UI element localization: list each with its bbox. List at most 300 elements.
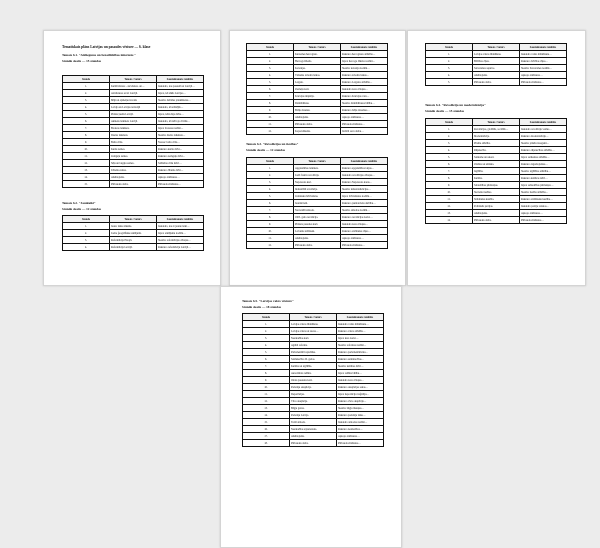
section-hours: Stundu skaits — 15 stundas bbox=[62, 59, 102, 63]
table-row bbox=[247, 165, 388, 172]
lesson-result: Skaidro industrializācijas… bbox=[341, 186, 388, 193]
lesson-topic: Kultūrvēsture - aizvēsture. un… bbox=[110, 83, 157, 90]
lesson-topic: Kultūra. bbox=[473, 175, 520, 182]
lesson-result: Raksturo padomju laiku… bbox=[337, 412, 384, 419]
document-page-3 bbox=[407, 30, 586, 286]
lesson-result: Izprot, kā sākās Latvijas… bbox=[157, 90, 204, 97]
lesson-result: Nosauc baltu ciltis… bbox=[157, 139, 204, 146]
lesson-result: Raksturo strēlnieku cīņas… bbox=[341, 228, 388, 235]
lesson-number: 2. bbox=[426, 58, 473, 65]
lesson-result: Raksturo vācu okupāciju… bbox=[337, 398, 384, 405]
lesson-number: 9. bbox=[247, 107, 294, 114]
col-header-result: Sasniedzamais rezultāts bbox=[157, 216, 204, 223]
lesson-topic: Vidzeme zviedru laikos. bbox=[294, 72, 341, 79]
lesson-topic: Latvijas valsts un tautas… bbox=[290, 328, 337, 335]
lesson-number: 5. bbox=[243, 349, 290, 356]
lesson-result: Raksturo kuršu dzīvi… bbox=[157, 146, 204, 153]
lesson-result: Izskaidro valsts dibināšanu… bbox=[520, 51, 567, 58]
lesson-result: Pārbauda zināšanas… bbox=[341, 121, 388, 128]
table-row bbox=[63, 104, 204, 111]
table-header-row bbox=[426, 119, 567, 126]
lesson-number: 6. bbox=[426, 161, 473, 168]
lesson-topic: Trešā atmoda. bbox=[290, 419, 337, 426]
lesson-topic: Saimniecība 20. gados. bbox=[290, 356, 337, 363]
lesson-result: Skaidro reformas nozīmi… bbox=[337, 342, 384, 349]
table-row bbox=[63, 139, 204, 146]
lesson-result: Izskaidro kara cēloņus… bbox=[337, 377, 384, 384]
lesson-number: 4. bbox=[247, 186, 294, 193]
document-page-2 bbox=[229, 30, 406, 286]
lesson-topic: Baltu ciltis. bbox=[110, 139, 157, 146]
col-header-no: Stunda bbox=[63, 216, 110, 223]
table-row bbox=[243, 391, 384, 398]
lesson-result: Izskaidro valsts dibināšanu… bbox=[337, 321, 384, 328]
table-row bbox=[243, 405, 384, 412]
lesson-result: Pārbauda zināšanas… bbox=[520, 79, 567, 86]
table-row bbox=[426, 140, 567, 147]
table-header-row bbox=[63, 76, 204, 83]
table-row bbox=[247, 242, 388, 249]
lesson-number: 14. bbox=[63, 174, 110, 181]
lesson-number: 17. bbox=[243, 433, 290, 440]
table-row bbox=[247, 121, 388, 128]
lesson-topic: Politiskās partijas. bbox=[473, 203, 520, 210]
table-row bbox=[426, 58, 567, 65]
lesson-number: 15. bbox=[243, 419, 290, 426]
lesson-result: Raksturo brāļu draudzes… bbox=[341, 107, 388, 114]
lesson-number: 1. bbox=[243, 321, 290, 328]
lesson-result: Izprot režīma būtību… bbox=[337, 370, 384, 377]
lesson-result: Izprot atklājumu nozīmi… bbox=[157, 230, 204, 237]
lesson-number: 7. bbox=[247, 93, 294, 100]
col-header-topic: Temats / Saturs bbox=[110, 76, 157, 83]
lesson-number: 12. bbox=[426, 203, 473, 210]
table-row bbox=[426, 154, 567, 161]
document-title: Tematiskais plāns Latvijas un pasaules vēsture — 6. klase bbox=[62, 45, 151, 49]
lesson-topic: Modernizācija. bbox=[473, 133, 520, 140]
table-row bbox=[63, 174, 204, 181]
col-header-topic: Temats / Saturs bbox=[290, 314, 337, 321]
lesson-number: 1. bbox=[247, 165, 294, 172]
table-row bbox=[63, 167, 204, 174]
table-row bbox=[426, 65, 567, 72]
lesson-topic: Otrais pasaules karš. bbox=[290, 377, 337, 384]
lesson-number: 8. bbox=[247, 214, 294, 221]
lesson-topic: Zemnieku brīvlaišana. bbox=[294, 193, 341, 200]
lesson-number: 5. bbox=[247, 79, 294, 86]
lesson-topic: Napoleona kari. bbox=[294, 179, 341, 186]
lesson-result: Izprot sabiedrības pārmaiņas… bbox=[520, 182, 567, 189]
lesson-result: Raksturo Napoleona karus… bbox=[341, 179, 388, 186]
table-row bbox=[243, 370, 384, 377]
table-row bbox=[426, 51, 567, 58]
lesson-number: 9. bbox=[63, 139, 110, 146]
table-row bbox=[247, 214, 388, 221]
table-row bbox=[63, 118, 204, 125]
lesson-topic: Atkārtojums. bbox=[473, 210, 520, 217]
table-row bbox=[426, 79, 567, 86]
lesson-number: 11. bbox=[426, 196, 473, 203]
lesson-topic: Pirmais pasaules karš. bbox=[294, 221, 341, 228]
table-header-row bbox=[247, 44, 388, 51]
lesson-number: 6. bbox=[247, 200, 294, 207]
lesson-result: Skaidro koloniju nozīmi… bbox=[341, 65, 388, 72]
table-row bbox=[426, 175, 567, 182]
table-row bbox=[426, 196, 567, 203]
lesson-result: Raksturo jaunlatviešu darbību… bbox=[341, 200, 388, 207]
lesson-number: 10. bbox=[243, 384, 290, 391]
lesson-result: Pārbauda zināšanas… bbox=[157, 181, 204, 188]
lesson-number: 9. bbox=[426, 182, 473, 189]
table-row bbox=[247, 79, 388, 86]
col-header-result: Sasniedzamais rezultāts bbox=[157, 76, 204, 83]
table-row bbox=[243, 412, 384, 419]
lesson-topic: Latgale. bbox=[294, 79, 341, 86]
lesson-topic: Deportācijas. bbox=[290, 391, 337, 398]
col-header-topic: Temats / Saturs bbox=[110, 216, 157, 223]
table-row bbox=[247, 228, 388, 235]
lesson-number: 12. bbox=[247, 242, 294, 249]
lesson-number: 9. bbox=[243, 377, 290, 384]
table-row bbox=[243, 384, 384, 391]
lesson-topic: Latviešu strēlnieki. bbox=[294, 228, 341, 235]
lesson-number: 11. bbox=[243, 391, 290, 398]
lesson-result: Izprot bronzas nozīmi… bbox=[157, 125, 204, 132]
lesson-result: Izskaidro, kas pasaulē un Latvijā… bbox=[157, 83, 204, 90]
table-header-row bbox=[247, 158, 388, 165]
lesson-result: Raksturo zviedru laikus… bbox=[341, 72, 388, 79]
lesson-number: 8. bbox=[247, 100, 294, 107]
lesson-topic: Kurzemes hercogiste. bbox=[294, 51, 341, 58]
section-heading: Temats 6.3. "Revolūcijas un tiesības" bbox=[246, 142, 299, 146]
lesson-topic: Strādnieku kustība. bbox=[473, 196, 520, 203]
lesson-result: Raksturo izgudrojumus… bbox=[520, 161, 567, 168]
table-row bbox=[247, 72, 388, 79]
lesson-result: Raksturo hercogistes attīstību… bbox=[341, 51, 388, 58]
lesson-number: 5. bbox=[426, 79, 473, 86]
lesson-topic: Lībiešu zemes. bbox=[110, 167, 157, 174]
table-row bbox=[63, 223, 204, 230]
lesson-topic: Satversmes sapulce. bbox=[473, 65, 520, 72]
lesson-topic: Zinātne un tehnika. bbox=[473, 161, 520, 168]
col-header-result: Sasniedzamais rezultāts bbox=[520, 119, 567, 126]
lesson-number: 7. bbox=[426, 168, 473, 175]
lesson-number: 6. bbox=[63, 118, 110, 125]
lesson-result: Raksturo brīvības cīņas… bbox=[520, 58, 567, 65]
lesson-result: Apkopo zināšanas… bbox=[520, 72, 567, 79]
lesson-result: Skaidro dažādus priekšmetus… bbox=[157, 97, 204, 104]
lesson-result: Raksturo valsts attīstību… bbox=[337, 328, 384, 335]
table-row bbox=[426, 126, 567, 133]
lesson-topic: Atkārtojums. bbox=[290, 433, 337, 440]
lesson-topic: Lielā franču revolūcija. bbox=[294, 172, 341, 179]
lesson-number: 2. bbox=[247, 58, 294, 65]
table-row bbox=[63, 181, 204, 188]
lesson-result: Skaidro bēgļu likteņus… bbox=[337, 405, 384, 412]
section-hours: Stundu skaits — 18 stundas bbox=[242, 305, 282, 309]
col-header-result: Sasniedzamais rezultāts bbox=[337, 314, 384, 321]
table-row bbox=[247, 93, 388, 100]
lesson-number: 1. bbox=[247, 51, 294, 58]
lesson-topic: Pārbaudes darbs. bbox=[473, 79, 520, 86]
table-row bbox=[243, 419, 384, 426]
lesson-number: 8. bbox=[63, 132, 110, 139]
col-header-no: Stunda bbox=[247, 158, 294, 165]
lesson-result: Salīdzina cilšu dzīvi… bbox=[157, 160, 204, 167]
lesson-number: 12. bbox=[247, 128, 294, 135]
lesson-result: Raksturo okupācijas sekas… bbox=[337, 384, 384, 391]
lesson-number: 10. bbox=[247, 114, 294, 121]
lesson-topic: Padomju Latvija. bbox=[290, 412, 337, 419]
lesson-result: Raksturo rūpniecības attīstību… bbox=[520, 147, 567, 154]
lesson-result: Apkopo zināšanas… bbox=[341, 114, 388, 121]
lesson-number: 16. bbox=[243, 426, 290, 433]
lesson-number: 10. bbox=[426, 189, 473, 196]
lesson-topic: Sieviešu tiesības. bbox=[473, 189, 520, 196]
lesson-number: 13. bbox=[243, 405, 290, 412]
lesson-number: 1. bbox=[426, 126, 473, 133]
lesson-topic: 1905. gada revolūcija. bbox=[294, 214, 341, 221]
lesson-result: Skaidro izglītības attīstību… bbox=[520, 168, 567, 175]
lesson-topic: Hercogs Jēkabs. bbox=[294, 58, 341, 65]
col-header-no: Stunda bbox=[63, 76, 110, 83]
table-row bbox=[426, 72, 567, 79]
lesson-topic: Kolonijas. bbox=[294, 65, 341, 72]
lesson-number: 3. bbox=[243, 335, 290, 342]
col-header-result: Sasniedzamais rezultāts bbox=[341, 44, 388, 51]
lesson-result: Izskaidro atmodas nozīmi… bbox=[337, 419, 384, 426]
lesson-topic: Apgaismības laikmets. bbox=[294, 165, 341, 172]
lesson-result: Raksturo apgaismības idejas… bbox=[341, 165, 388, 172]
lesson-number: 11. bbox=[247, 235, 294, 242]
lesson-topic: Reformācija Latvijā. bbox=[110, 244, 157, 251]
table-row bbox=[426, 203, 567, 210]
lesson-topic: Brīvības cīņas. bbox=[473, 58, 520, 65]
table-row bbox=[243, 335, 384, 342]
lesson-topic: Agrārā reforma. bbox=[290, 342, 337, 349]
topic-table bbox=[246, 43, 388, 135]
lesson-number: 8. bbox=[243, 370, 290, 377]
lesson-topic: Akmens laikmets Latvijā. bbox=[110, 118, 157, 125]
col-header-topic: Temats / Saturs bbox=[473, 119, 520, 126]
lesson-result: Raksturo reformāciju Latvijā… bbox=[157, 244, 204, 251]
lesson-number: 14. bbox=[243, 412, 290, 419]
lesson-number: 3. bbox=[247, 65, 294, 72]
lesson-number: 7. bbox=[63, 125, 110, 132]
table-row bbox=[247, 51, 388, 58]
section-heading: Temats 6.1. "Aizliegums un bezatlīdzības informāc." bbox=[62, 53, 137, 57]
lesson-topic: Kuršu zemes. bbox=[110, 146, 157, 153]
lesson-result: Raksturo modernizāciju… bbox=[520, 133, 567, 140]
table-row bbox=[63, 111, 204, 118]
lesson-number: 6. bbox=[247, 86, 294, 93]
table-row bbox=[63, 132, 204, 139]
lesson-number: 1. bbox=[63, 223, 110, 230]
lesson-result: Skaidro reformācijas cēloņus… bbox=[157, 237, 204, 244]
lesson-number: 9. bbox=[247, 221, 294, 228]
table-row bbox=[247, 186, 388, 193]
section-heading: Temats 6.2. "Jaunlaiki" bbox=[62, 201, 96, 205]
lesson-number: 4. bbox=[426, 72, 473, 79]
lesson-number: 2. bbox=[63, 90, 110, 97]
col-header-result: Sasniedzamais rezultāts bbox=[341, 158, 388, 165]
lesson-result: Skaidro atmodas nozīmi… bbox=[341, 207, 388, 214]
lesson-topic: Neatkarības atjaunošana. bbox=[290, 426, 337, 433]
topic-table bbox=[62, 215, 204, 251]
lesson-topic: Atkārtojums. bbox=[110, 174, 157, 181]
lesson-topic: Pārbaudes darbs. bbox=[294, 121, 341, 128]
lesson-number: 2. bbox=[247, 172, 294, 179]
lesson-result: Izskaidro, kā attīstījās… bbox=[157, 104, 204, 111]
lesson-number: 4. bbox=[247, 72, 294, 79]
lesson-result: Raksturo zemgaļu dzīvi… bbox=[157, 153, 204, 160]
section-hours: Stundu skaits — 15 stundas bbox=[425, 109, 465, 113]
table-header-row bbox=[426, 44, 567, 51]
lesson-topic: Jauno laiku sākums. bbox=[110, 223, 157, 230]
col-header-no: Stunda bbox=[247, 44, 294, 51]
lesson-result: Raksturo neatkarības… bbox=[337, 426, 384, 433]
table-row bbox=[63, 237, 204, 244]
lesson-number: 15. bbox=[63, 181, 110, 188]
lesson-topic: Sabiedrības pārmaiņas. bbox=[473, 182, 520, 189]
lesson-result: Skaidro pilsētu izaugsmi… bbox=[520, 140, 567, 147]
lesson-result: Izprot kara norisi… bbox=[337, 335, 384, 342]
lesson-result: Pārbauda zināšanas… bbox=[520, 217, 567, 224]
lesson-topic: Neatkarības karš. bbox=[290, 335, 337, 342]
lesson-topic: Sēļu un latgaļu zemes. bbox=[110, 160, 157, 167]
lesson-number: 5. bbox=[426, 154, 473, 161]
table-row bbox=[426, 147, 567, 154]
lesson-result: Apkopo zināšanas… bbox=[520, 210, 567, 217]
table-row bbox=[243, 398, 384, 405]
table-row bbox=[63, 160, 204, 167]
lesson-topic: Pilsētu attīstība. bbox=[473, 140, 520, 147]
lesson-number: 4. bbox=[426, 147, 473, 154]
lesson-result: Izprot, kāda bija dzīve… bbox=[157, 111, 204, 118]
lesson-topic: Bēgļu gaitas. bbox=[290, 405, 337, 412]
col-header-no: Stunda bbox=[426, 44, 473, 51]
lesson-topic: Aizvēstures avoti Latvijā. bbox=[110, 90, 157, 97]
table-row bbox=[247, 114, 388, 121]
table-row bbox=[243, 321, 384, 328]
table-row bbox=[247, 179, 388, 186]
lesson-topic: Atkārtojums. bbox=[294, 114, 341, 121]
section-hours: Stundu skaits — 12 stundas bbox=[246, 148, 286, 152]
table-row bbox=[247, 200, 388, 207]
lesson-result: Raksturo lībiešu dzīvi… bbox=[157, 167, 204, 174]
lesson-number: 4. bbox=[63, 104, 110, 111]
lesson-result: Izskaidro, kas ir jaunie laiki… bbox=[157, 223, 204, 230]
lesson-number: 4. bbox=[63, 244, 110, 251]
col-header-no: Stunda bbox=[426, 119, 473, 126]
table-row bbox=[426, 182, 567, 189]
col-header-topic: Temats / Saturs bbox=[294, 158, 341, 165]
lesson-topic: Dzimtbūšana. bbox=[294, 100, 341, 107]
col-header-topic: Temats / Saturs bbox=[473, 44, 520, 51]
lesson-topic: Bronzas laikmets. bbox=[110, 125, 157, 132]
lesson-result: Izskaidro revolūcijas cēloņus… bbox=[341, 172, 388, 179]
topic-table bbox=[246, 157, 388, 249]
lesson-result: Izprot hercoga Jēkaba nozīmi… bbox=[341, 58, 388, 65]
lesson-topic: Atkārtojums. bbox=[294, 235, 341, 242]
lesson-result: Apkopo zināšanas… bbox=[157, 174, 204, 181]
table-row bbox=[247, 207, 388, 214]
table-row bbox=[63, 125, 204, 132]
section-hours: Stundu skaits — 12 stundas bbox=[62, 207, 102, 211]
lesson-topic: Parlamentārā republika. bbox=[290, 349, 337, 356]
lesson-topic: Ziemeļu karš. bbox=[294, 86, 341, 93]
lesson-number: 3. bbox=[426, 140, 473, 147]
lesson-result: Apkopo zināšanas… bbox=[337, 433, 384, 440]
lesson-result: Izskaidro kara cēloņus… bbox=[341, 221, 388, 228]
col-header-result: Sasniedzamais rezultāts bbox=[520, 44, 567, 51]
lesson-number: 14. bbox=[426, 217, 473, 224]
lesson-topic: Vācu okupācija. bbox=[290, 398, 337, 405]
lesson-topic: Latvijas valsts dibināšana. bbox=[473, 51, 520, 58]
lesson-result: Raksturo parlamentārismu… bbox=[337, 349, 384, 356]
lesson-number: 13. bbox=[426, 210, 473, 217]
lesson-result: Raksturo saimniecības… bbox=[337, 356, 384, 363]
lesson-number: 3. bbox=[426, 65, 473, 72]
table-row bbox=[243, 342, 384, 349]
lesson-result: Izvērtē savu darbu… bbox=[341, 128, 388, 135]
lesson-number: 7. bbox=[243, 363, 290, 370]
lesson-topic: Padomju okupācija. bbox=[290, 384, 337, 391]
lesson-result: Izskaidro, kā dzīvoja cilvēki… bbox=[157, 118, 204, 125]
lesson-topic: Izglītība. bbox=[473, 168, 520, 175]
lesson-number: 11. bbox=[63, 153, 110, 160]
lesson-topic: Industriālā revolūcija. bbox=[294, 186, 341, 193]
lesson-result: Raksturo Latgales attīstību… bbox=[341, 79, 388, 86]
topic-table bbox=[425, 118, 567, 224]
lesson-number: 3. bbox=[247, 179, 294, 186]
table-row bbox=[426, 217, 567, 224]
lesson-number: 18. bbox=[243, 440, 290, 447]
lesson-number: 2. bbox=[426, 133, 473, 140]
lesson-number: 2. bbox=[63, 230, 110, 237]
lesson-number: 11. bbox=[247, 121, 294, 128]
lesson-number: 6. bbox=[243, 356, 290, 363]
lesson-result: Izskaidro revolūciju veidus… bbox=[520, 126, 567, 133]
lesson-topic: Nacionālā atmoda. bbox=[294, 207, 341, 214]
lesson-topic: Māji un apmetņu izveide bbox=[110, 97, 157, 104]
lesson-number: 4. bbox=[243, 342, 290, 349]
lesson-topic: Brāļu draudze. bbox=[294, 107, 341, 114]
table-header-row bbox=[63, 216, 204, 223]
table-row bbox=[63, 244, 204, 251]
lesson-number: 12. bbox=[63, 160, 110, 167]
table-row bbox=[63, 146, 204, 153]
lesson-topic: Atkārtojums. bbox=[473, 72, 520, 79]
table-row bbox=[63, 90, 204, 97]
table-row bbox=[426, 189, 567, 196]
table-row bbox=[247, 172, 388, 179]
table-row bbox=[63, 230, 204, 237]
lesson-result: Skaidro tiesību attīstību… bbox=[520, 189, 567, 196]
lesson-result: Izskaidro kara cēloņus… bbox=[341, 86, 388, 93]
table-row bbox=[247, 100, 388, 107]
lesson-result: Skaidro dzimtbūšanas būtību… bbox=[341, 100, 388, 107]
lesson-topic: Zemgaļu zemes. bbox=[110, 153, 157, 160]
lesson-result: Raksturo revolūcijas norisi… bbox=[341, 214, 388, 221]
table-row bbox=[426, 133, 567, 140]
lesson-result: Pārbauda zināšanas… bbox=[341, 242, 388, 249]
lesson-topic: Pārbaudes darbs. bbox=[473, 217, 520, 224]
lesson-result: Skaidro kultūras dzīvi… bbox=[337, 363, 384, 370]
table-row bbox=[247, 235, 388, 242]
table-row bbox=[247, 193, 388, 200]
table-row bbox=[243, 433, 384, 440]
